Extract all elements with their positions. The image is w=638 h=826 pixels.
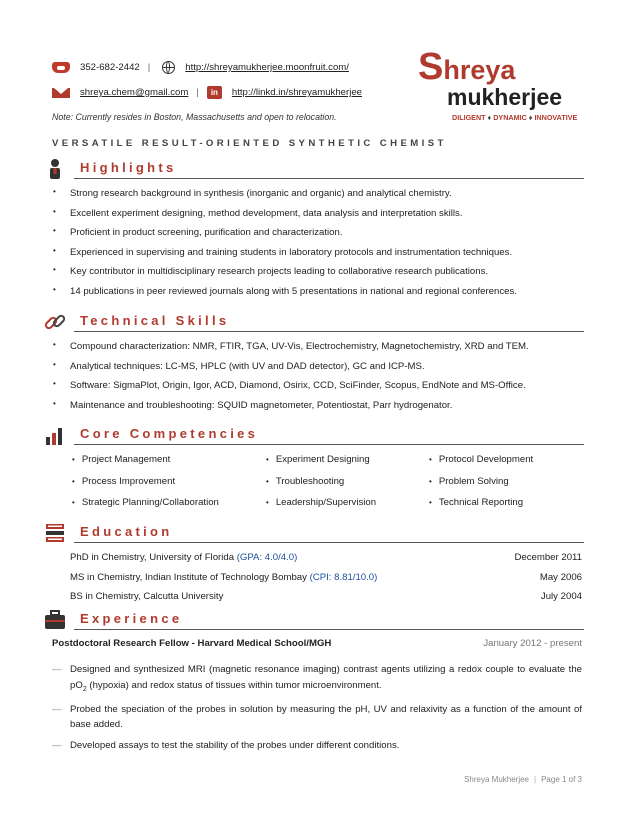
list-item: — Probed the speciation of the probes in solution by measuring the pH, UV and relaxivity as a function of the amount of base added. (52, 703, 582, 731)
page-number: Page 1 of 3 (541, 775, 582, 784)
education-icon (44, 522, 66, 544)
section-technical-skills (44, 311, 584, 333)
linkedin-link[interactable]: http://linkd.in/shreyamukherjee (231, 87, 362, 98)
last-name: mukherjee (447, 84, 563, 110)
globe-icon (162, 61, 175, 74)
education-row: BS in Chemistry, Calcutta University July 2004 (70, 591, 582, 602)
list-item: — Developed assays to test the stability of the probes under different conditions. (52, 739, 400, 751)
job-title: Postdoctoral Research Fellow - Harvard Medical School/MGH (52, 638, 332, 649)
technical-skills-list (52, 341, 582, 419)
section-title: Education (80, 524, 173, 539)
list-item: • Process Improvement (72, 476, 219, 498)
list-item: • Compound characterization: NMR, FTIR, TGA, UV-Vis, Electrochemistry, Magnetochemistry, XRD and TEM. (52, 341, 582, 361)
bar-chart-icon (44, 424, 66, 446)
experience-list (52, 662, 582, 758)
highlights-list (52, 188, 582, 306)
section-title: Core Competencies (80, 426, 259, 441)
section-title: Technical Skills (80, 313, 230, 328)
list-item: • Project Management (72, 454, 219, 476)
education-row: PhD in Chemistry, University of Florida (GPA: 4.0/4.0) December 2011 (70, 552, 582, 563)
phone-icon (52, 62, 70, 73)
section-title: Highlights (80, 160, 177, 175)
tagline: VERSATILE RESULT-ORIENTED SYNTHETIC CHEMIST (52, 138, 447, 149)
list-item: • Strong research background in synthesis (inorganic and organic) and analytical chemistry. (52, 188, 582, 208)
competencies-col-1 (72, 454, 219, 519)
job-header (52, 638, 582, 649)
list-item: • 14 publications in peer reviewed journals along with 5 presentations in national and regional conferences. (52, 286, 582, 306)
section-education (44, 522, 584, 544)
list-item: • Protocol Development (429, 454, 533, 476)
list-item: • Technical Reporting (429, 497, 533, 519)
mail-icon (52, 88, 70, 98)
section-highlights (44, 158, 584, 180)
list-item: • Experiment Designing (266, 454, 376, 476)
contact-line-1: 352-682-2442 | http://shreyamukherjee.moonfruit.com/ (52, 61, 349, 74)
traits-line: DILIGENT ♦ DYNAMIC ♦ INNOVATIVE (452, 113, 578, 122)
person-icon (44, 158, 66, 180)
section-experience (44, 609, 584, 631)
education-date: July 2004 (540, 591, 582, 602)
name-block (418, 46, 588, 122)
briefcase-icon (44, 609, 66, 631)
list-item: • Analytical techniques: LC-MS, HPLC (with UV and DAD detector), GC and ICP-MS. (52, 361, 582, 381)
list-item: • Troubleshooting (266, 476, 376, 498)
list-item: • Experienced in supervising and training students in laboratory protocols and instrumentation techniques. (52, 247, 582, 267)
relocation-note: Note: Currently resides in Boston, Massachusetts and open to relocation. (52, 112, 337, 122)
list-item: • Excellent experiment designing, method development, data analysis and interpretation skills. (52, 208, 582, 228)
list-item: — Designed and synthesized MRI (magnetic resonance imaging) contrast agents utilizing a redox couple to evaluate the $pO_2$ (hypoxia) and redox status of tissues within tumor microenvironment. (52, 664, 582, 693)
website-link[interactable]: http://shreyamukherjee.moonfruit.com/ (185, 62, 349, 73)
chain-link-icon (44, 311, 66, 333)
competencies-col-3 (429, 454, 533, 519)
list-item: • Proficient in product screening, purification and characterization. (52, 227, 582, 247)
list-item: • Strategic Planning/Collaboration (72, 497, 219, 519)
list-item: • Problem Solving (429, 476, 533, 498)
education-date: May 2006 (539, 572, 582, 583)
email-link[interactable]: shreya.chem@gmail.com (80, 87, 189, 98)
phone-number: 352-682-2442 (80, 62, 140, 73)
education-row: MS in Chemistry, Indian Institute of Technology Bombay (CPI: 8.81/10.0) May 2006 (70, 572, 582, 583)
section-title: Experience (80, 611, 183, 626)
list-item: • Software: SigmaPlot, Origin, Igor, ACD, Diamond, Osirix, CCD, SciFinder, Scopus, EndNote and MS-Office. (52, 380, 582, 400)
contact-line-2: shreya.chem@gmail.com | in http://linkd.in/shreyamukherjee (52, 86, 362, 99)
section-core-competencies (44, 424, 584, 446)
first-name: Shreya (418, 46, 516, 88)
footer-name: Shreya Mukherjee (464, 775, 529, 784)
education-date: December 2011 (514, 552, 582, 563)
job-date: January 2012 - present (483, 638, 582, 649)
list-item: • Key contributor in multidisciplinary research projects leading to collaborative research publications. (52, 266, 582, 286)
page-footer: Shreya Mukherjee | Page 1 of 3 (464, 775, 582, 784)
competencies-col-2 (266, 454, 376, 519)
linkedin-icon: in (207, 86, 222, 99)
list-item: • Maintenance and troubleshooting: SQUID magnetometer, Potentiostat, Parr hydrogenator. (52, 400, 582, 420)
list-item: • Leadership/Supervision (266, 497, 376, 519)
